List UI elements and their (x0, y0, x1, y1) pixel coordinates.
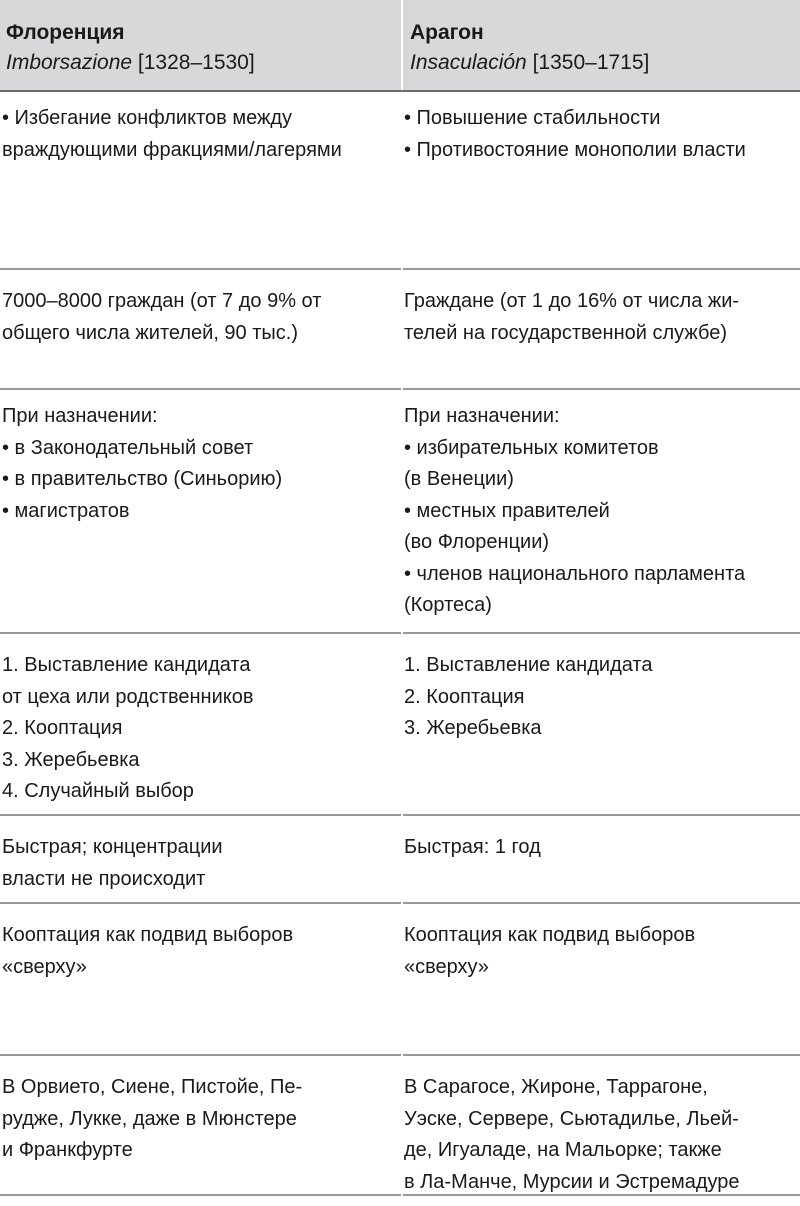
header-aragon-name: Арагон (410, 21, 484, 44)
header-florence-years: [1328–1530] (137, 51, 255, 74)
table-row (0, 634, 800, 816)
header-column-divider (401, 0, 403, 90)
header-florence-name: Флоренция (6, 21, 125, 44)
column-divider (401, 92, 403, 1206)
table-row (0, 816, 800, 904)
row-5-florence: Быстрая; концентрации власти не происходит (2, 836, 223, 890)
row-4-aragon: 1. Выставление кандидата 2. Кооптация 3. Жеребьевка (404, 654, 653, 739)
row-7-florence: В Орвието, Сиене, Пистойе, Пе- рудже, Лукке, даже в Мюнстере и Франкфурте (2, 1076, 303, 1161)
table-row (0, 904, 800, 1056)
row-4-florence: 1. Выставление кандидата от цеха или родственников 2. Кооптация 3. Жеребьевка 4. Случайный выбор (2, 654, 254, 802)
header-florence (0, 0, 402, 90)
header-florence-term: Imborsazione (6, 51, 133, 74)
header-aragon-years: [1350–1715] (532, 51, 650, 74)
header-aragon-term-line (410, 48, 800, 78)
table-row (0, 390, 800, 634)
header-aragon-term: Insaculación (410, 51, 527, 74)
header-aragon (404, 0, 800, 90)
row-2-florence: 7000–8000 граждан (от 7 до 9% от общего числа жителей, 90 тыс.) (2, 290, 322, 344)
row-2-aragon: Граждане (от 1 до 16% от числа жи- телей на государственной службе) (404, 290, 740, 344)
row-3-aragon: При назначении: • избирательных комитетов (в Венеции) • местных правителей (во Флоренции) • членов национального парламента (Кортеса) (404, 405, 746, 616)
row-6-florence: Кооптация как подвид выборов «сверху» (2, 924, 294, 978)
row-5-aragon: Быстрая: 1 год (404, 836, 541, 858)
header-florence-term-line (6, 48, 402, 78)
table-row (0, 92, 800, 270)
table-header (0, 0, 800, 92)
row-6-aragon: Кооптация как подвид выборов «сверху» (404, 924, 696, 978)
row-3-florence: При назначении: • в Законодательный совет • в правительство (Синьорию) • магистратов (2, 405, 283, 522)
row-1-aragon: • Повышение стабильности • Противостояние монополии власти (404, 107, 746, 161)
row-7-aragon: В Сарагосе, Жироне, Таррагоне, Уэске, Сервере, Сьютадилье, Льей- де, Игуаладе, на Мальорке; также в Ла-Манче, Мурсии и Эстремадуре (404, 1076, 740, 1193)
row-1-florence: • Избегание конфликтов между враждующими фракциями/лагерями (2, 107, 342, 161)
table-row (0, 1056, 800, 1196)
table-row (0, 270, 800, 390)
